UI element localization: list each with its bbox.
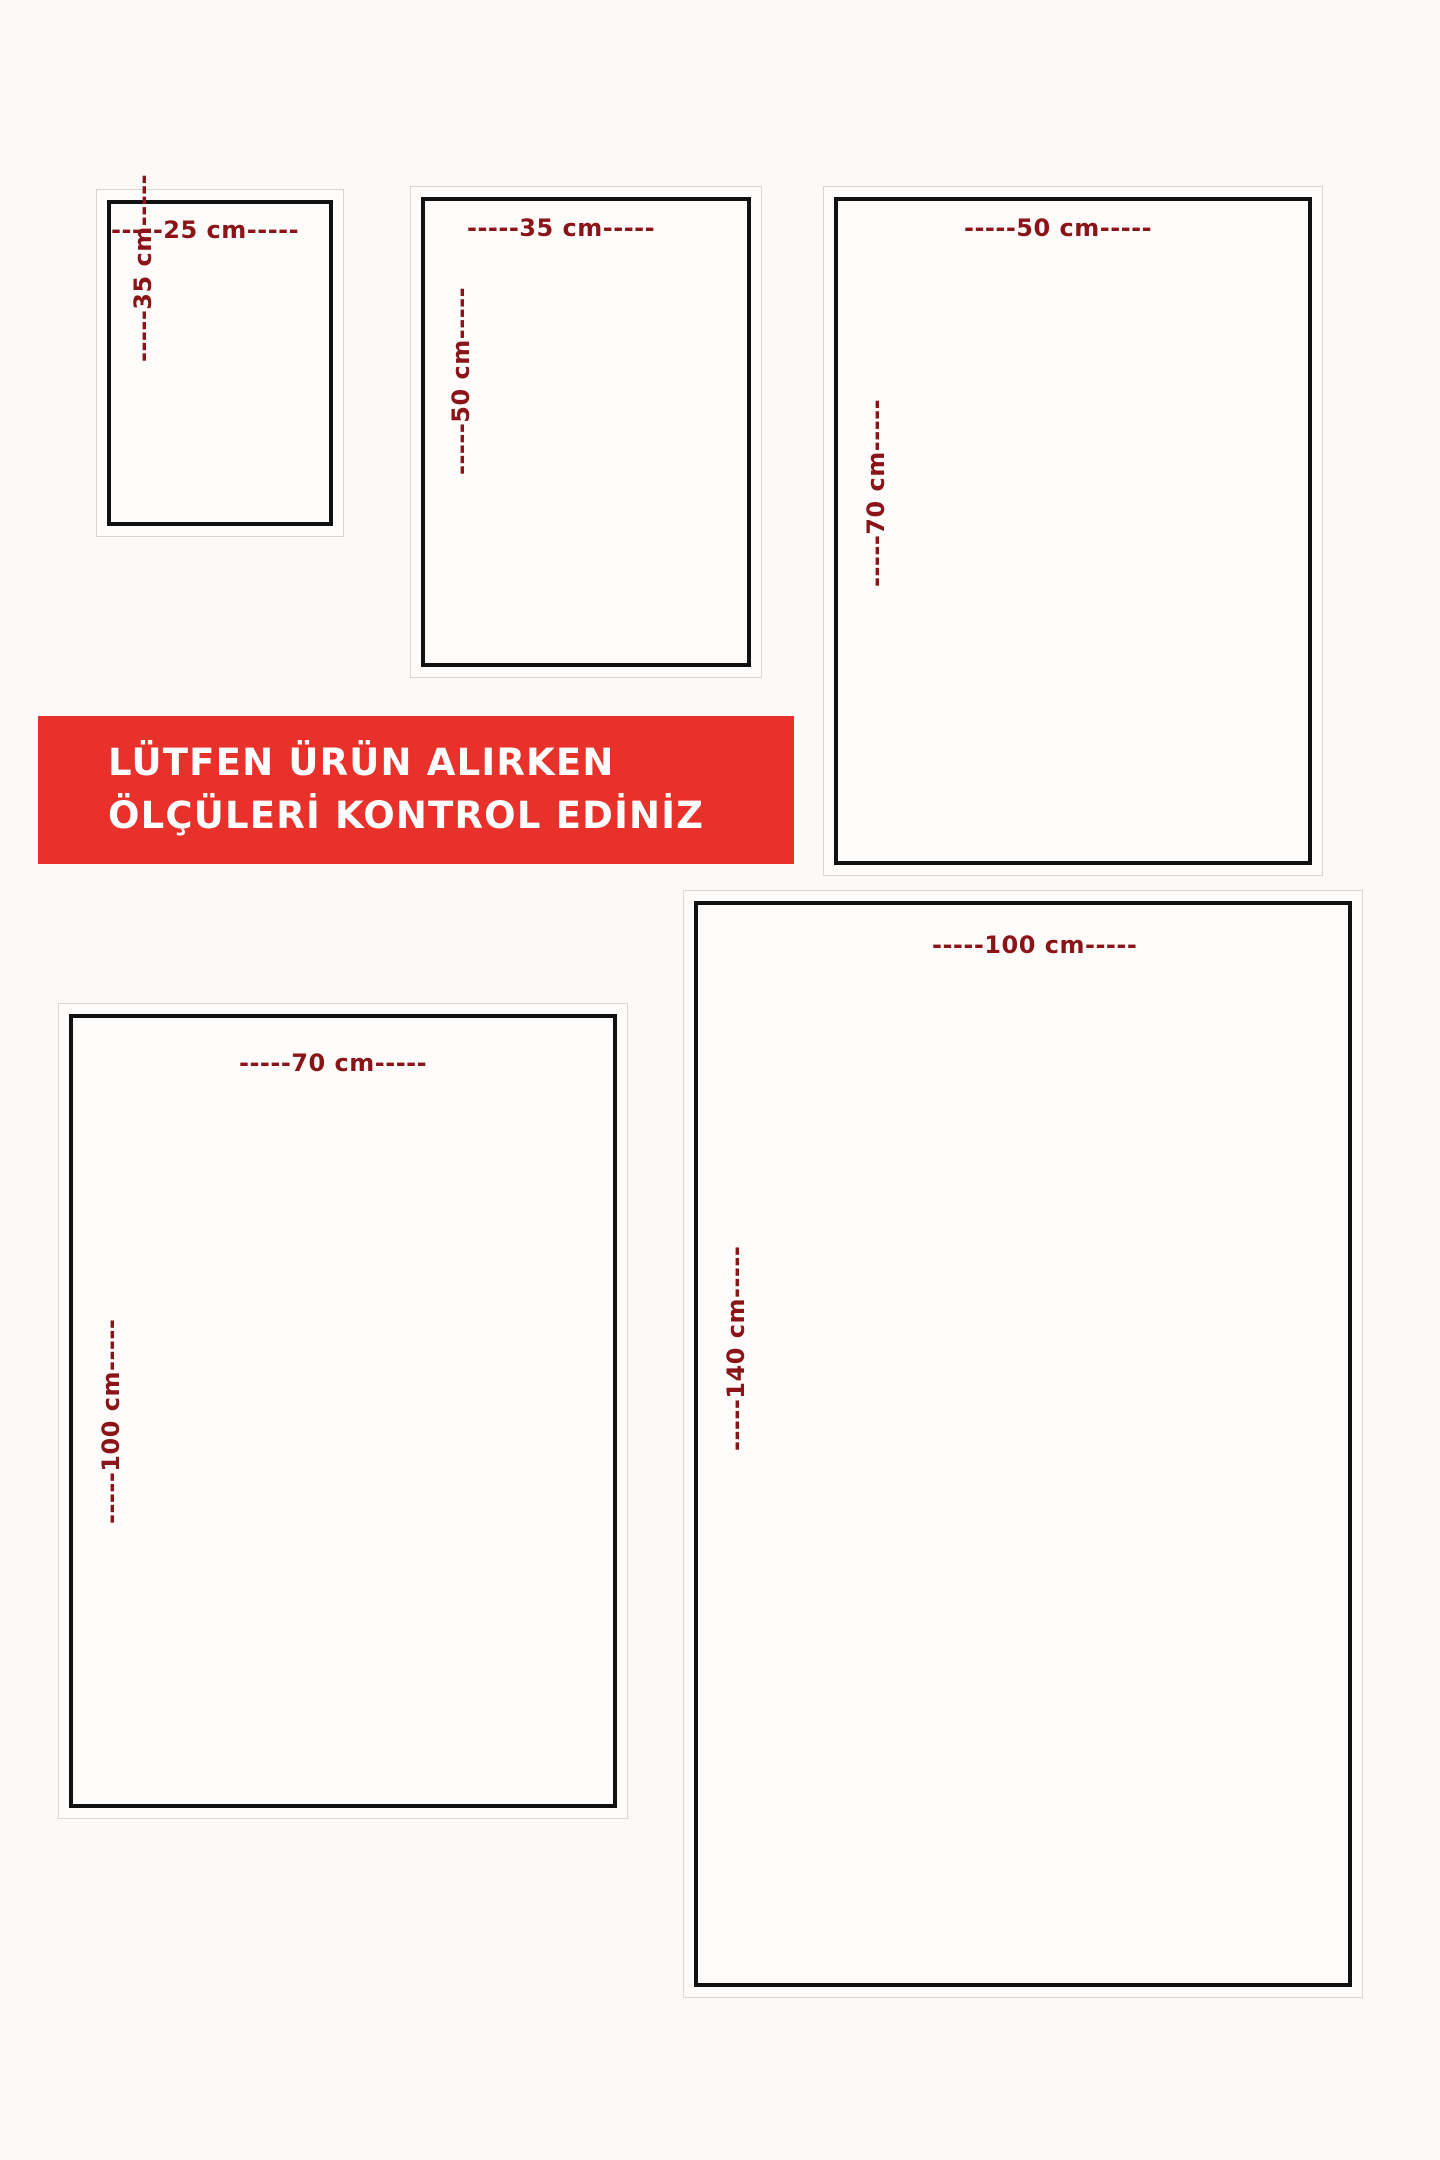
size-frame-70x100-inner	[69, 1014, 617, 1808]
warning-banner	[38, 716, 794, 864]
size-frame-70x100	[58, 1003, 628, 1819]
size-frame-25x35	[96, 173, 344, 537]
size-frame-50x70	[823, 186, 1323, 876]
size-100x140-height-label: -----140 cm-----	[722, 1245, 750, 1451]
size-25x35-height-label: -----35 cm-----	[129, 173, 157, 362]
size-35x50-width-label: -----35 cm-----	[467, 214, 656, 242]
size-70x100-height-label: -----100 cm-----	[97, 1318, 125, 1524]
size-25x35-width-label: -----25 cm-----	[111, 216, 300, 244]
warning-line-2: ÖLÇÜLERİ KONTROL EDİNİZ	[108, 794, 705, 837]
size-100x140-width-label: -----100 cm-----	[932, 931, 1138, 959]
size-frame-100x140	[683, 890, 1363, 1998]
size-50x70-height-label: -----70 cm-----	[862, 398, 890, 587]
size-frame-50x70-inner	[834, 197, 1312, 865]
size-70x100-width-label: -----70 cm-----	[239, 1049, 428, 1077]
size-35x50-height-label: -----50 cm-----	[447, 286, 475, 475]
size-frame-35x50	[410, 186, 762, 678]
size-frame-100x140-inner	[694, 901, 1352, 1987]
size-50x70-width-label: -----50 cm-----	[964, 214, 1153, 242]
warning-line-1: LÜTFEN ÜRÜN ALIRKEN	[108, 741, 615, 785]
